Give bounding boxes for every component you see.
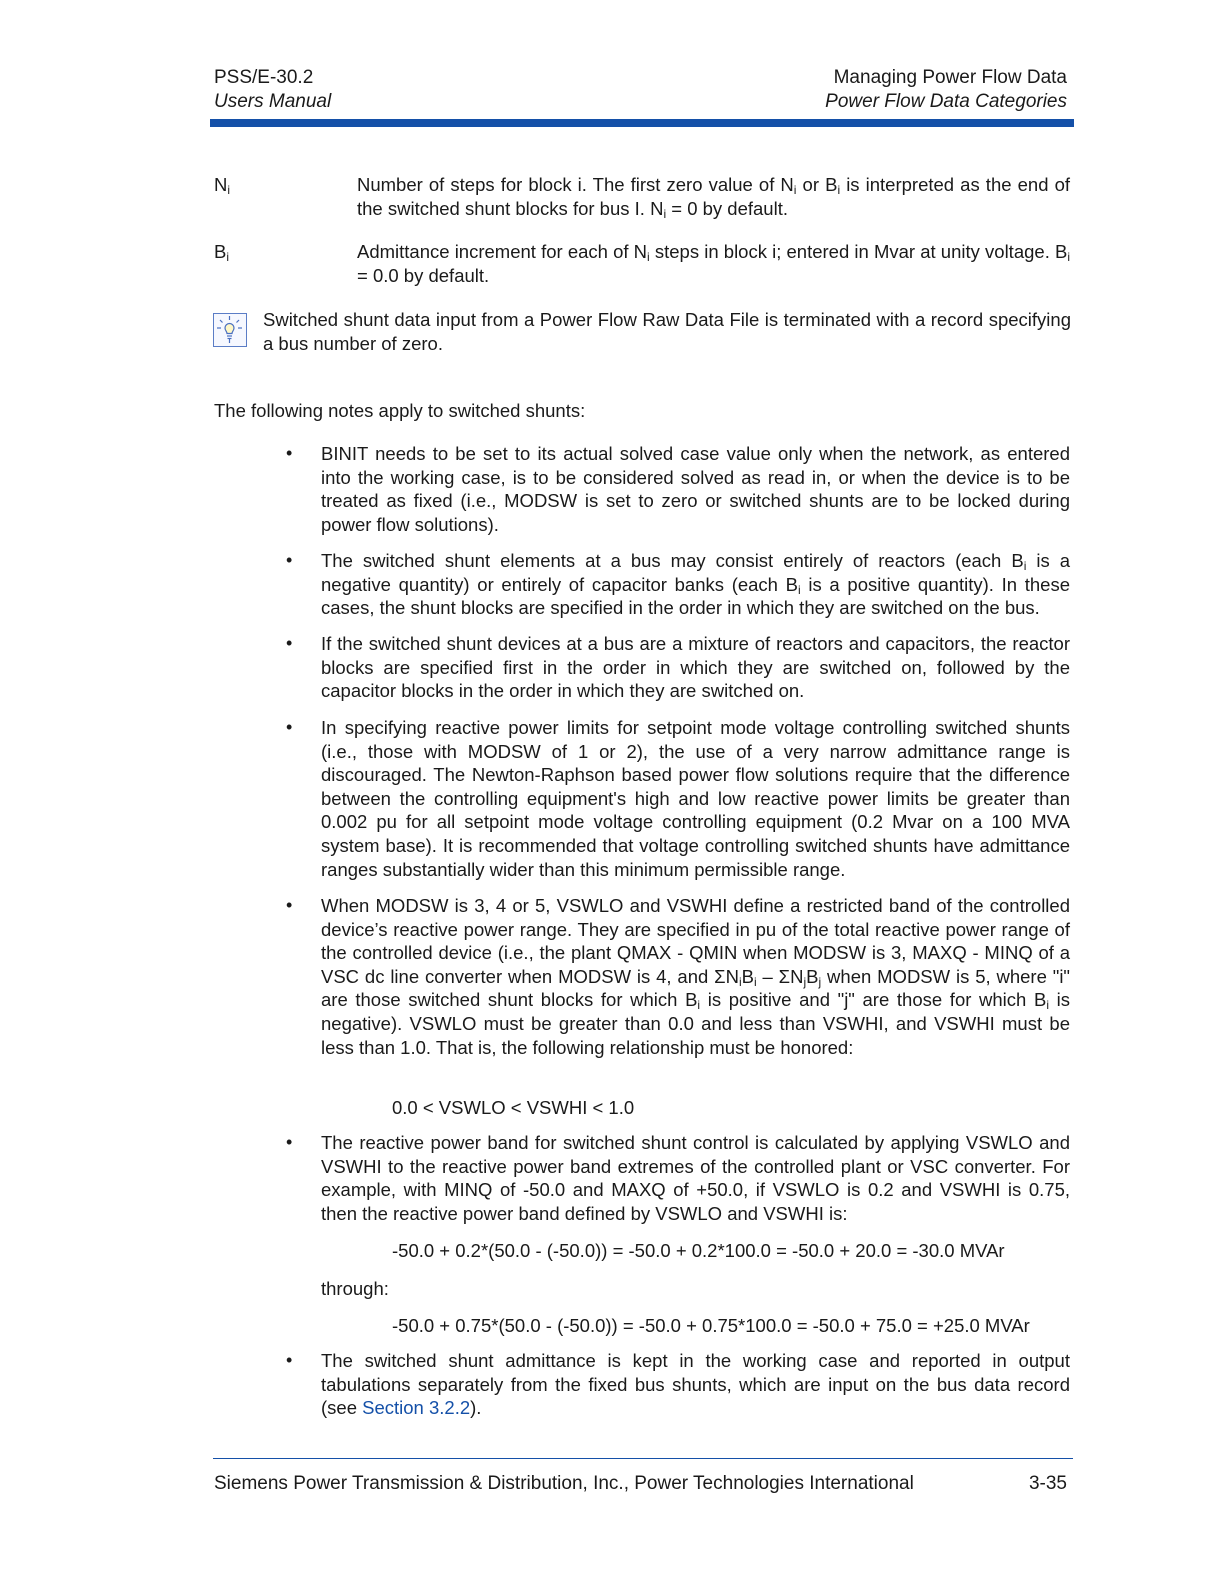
bullet-marker: • (286, 1132, 293, 1152)
note-admittance-reporting: The switched shunt admittance is kept in the working case and reported in output tabulations separately from the fixed bus shunts, which are input on the bus data record (see Section 3.2.2). (321, 1350, 1070, 1419)
lightbulb-icon (213, 313, 247, 347)
note-reactive-band: The reactive power band for switched shunt control is calculated by applying VSWLO and VSWHI to the reactive power band extremes of the controlled plant or VSC converter. For example, with MINQ of -50.0 and MAXQ of +50.0, if VSWLO is 0.2 and VSWHI is 0.75, then the reactive power band defined by VSWLO and VSWHI is: (321, 1132, 1070, 1224)
definition-desc-bi: Admittance increment for each of $N_i$ steps in block i; entered in Mvar at unity voltage. $B_i = 0.0$ by default. (357, 241, 1070, 286)
header-chapter-title: Managing Power Flow Data (833, 67, 1067, 88)
subscript: i (753, 974, 757, 989)
bullet-marker: • (286, 1350, 293, 1370)
definition-term-ni (214, 173, 230, 197)
bullet-marker: • (286, 550, 293, 570)
note-reactors-capacitors: The switched shunt elements at a bus may consist entirely of reactors (each $B_i$ is a negative quantity) or entirely of capacitor banks (each $B_i$ is a positive quantity). In these cases, the shunt blocks are specified in the order in which they are switched on the bus. (321, 550, 1070, 619)
term-subscript: i (227, 183, 231, 197)
term-letter: N (214, 174, 228, 195)
term-letter: B (214, 241, 227, 262)
definition-term-bi (214, 240, 229, 264)
footer-rule (213, 1458, 1073, 1459)
subscript: j (818, 974, 822, 989)
note-binit: BINIT needs to be set to its actual solved case value only when the network, as entered into the working case, is to be considered solved as read in, or when the device is to be treated as fixed (i.e., MODSW is set to zero or switched shunts are to be locked during power flow solutions). (321, 443, 1070, 535)
subscript: i (1046, 998, 1049, 1013)
subscript: j (803, 974, 807, 989)
header-doc-title: Users Manual (214, 91, 332, 112)
term-subscript: i (226, 250, 230, 264)
formula-high: -50.0 + 0.75*(50.0 - (-50.0)) = -50.0 + 0.75*100.0 = -50.0 + 75.0 = +25.0 MVAr (392, 1315, 1030, 1336)
notes-intro: The following notes apply to switched shunts: (214, 400, 586, 421)
section-link[interactable]: Section 3.2.2 (362, 1397, 471, 1419)
subscript: i (738, 974, 742, 989)
header-rule (210, 119, 1074, 127)
bullet-marker: • (286, 895, 293, 915)
subscript: i (793, 183, 797, 197)
header-doc-id: PSS/E-30.2 (214, 67, 314, 88)
header-section-title: Power Flow Data Categories (825, 91, 1067, 112)
bullet-marker: • (286, 717, 293, 737)
definition-desc-ni: Number of steps for block i. The first zero value of $N_i$ or $B_i$ is interpreted as the end of the switched shunt blocks for bus I. $N_i = 0$ by default. (357, 174, 1070, 221)
subscript: i (647, 250, 650, 264)
bullet-marker: • (286, 443, 293, 463)
note-modsw-band: When MODSW is 3, 4 or 5, VSWLO and VSWHI define a restricted band of the controlled device’s reactive power range. They are specified in pu of the total reactive power range of the controlled device (i.e., the plant QMAX - QMIN when MODSW is 3, MAXQ - MINQ of a VSC dc line converter when MODSW is 4, and $\Sigma N_iB_i - \Sigma N_jB_j$ when MODSW is 5, where "i" are those switched shunt blocks for which $B_i$ is positive and "j" are those for which $B_i$ is negative). VSWLO must be greater than 0.0 and less than VSWHI, and VSWHI must be less than 1.0. That is, the following relationship must be honored: (321, 895, 1071, 1058)
footer-company: Siemens Power Transmission & Distribution, Inc., Power Technologies International (214, 1473, 914, 1494)
footer-page-number: 3-35 (1028, 1473, 1067, 1494)
note-reactive-limits: In specifying reactive power limits for setpoint mode voltage controlling switched shunts (i.e., those with MODSW of 1 or 2), the use of a very narrow admittance range is discouraged. The Newton-Raphson based power flow solutions require that the difference between the controlling equipment's high and low reactive power limits be greater than 0.002 pu for all setpoint mode voltage controlling equipment (0.2 Mvar on a 100 MVA system base). It is recommended that voltage controlling switched shunts have admittance ranges substantially wider than this minimum permissible range. (321, 717, 1070, 880)
formula-low: -50.0 + 0.2*(50.0 - (-50.0)) = -50.0 + 0.2*100.0 = -50.0 + 20.0 = -30.0 MVAr (392, 1240, 1005, 1261)
tip-text: Switched shunt data input from a Power Flow Raw Data File is terminated with a record specifying a bus number of zero. (263, 309, 1071, 354)
subscript: i (663, 206, 667, 221)
subscript: i (837, 183, 841, 197)
subscript: i (697, 998, 701, 1013)
through-label: through: (321, 1278, 389, 1299)
subscript: i (798, 582, 801, 597)
subscript: i (1067, 250, 1070, 264)
bullet-marker: • (286, 633, 293, 653)
formula-relationship: 0.0 < VSWLO < VSWHI < 1.0 (392, 1097, 635, 1118)
subscript: i (1023, 559, 1027, 573)
note-mixture: If the switched shunt devices at a bus are a mixture of reactors and capacitors, the reactor blocks are specified first in the order in which they are switched on, followed by the capacitor blocks in the order in which they are switched on. (321, 633, 1070, 702)
